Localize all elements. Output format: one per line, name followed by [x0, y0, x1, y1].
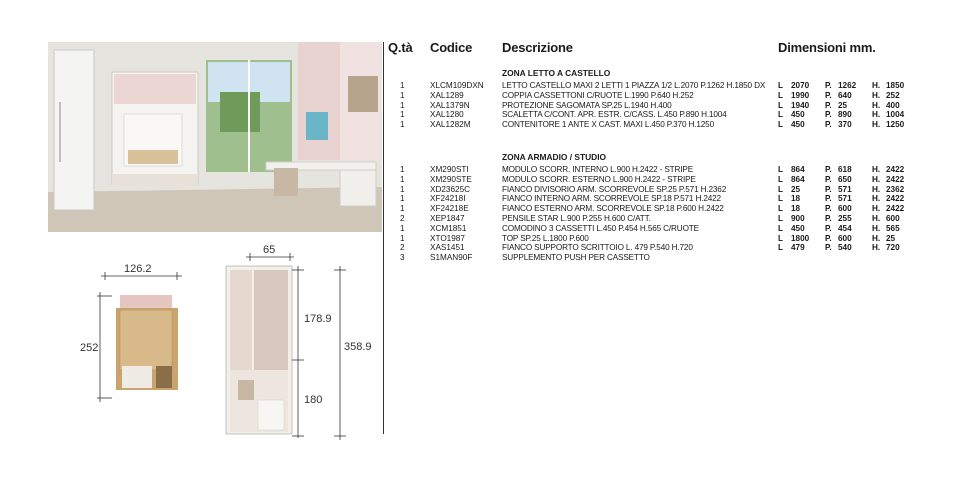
l-label: L: [778, 204, 784, 214]
h-value: 400: [886, 100, 900, 110]
dim-wardrobe-depth: 65: [263, 244, 276, 256]
wardrobe-elevation: [226, 253, 346, 440]
l-value: 900: [791, 214, 805, 223]
l-label: L: [778, 174, 784, 184]
code-cell: XLCM109DXN: [430, 81, 484, 90]
p-value: 650: [838, 174, 852, 184]
qty-cell: 1: [400, 223, 405, 233]
description-cell: FIANCO DIVISORIO ARM. SCORREVOLE SP.25 P.571 H.2362: [502, 184, 727, 194]
description-cell: TOP SP.25 L.1800 P.600: [502, 233, 589, 243]
qty-cell: 1: [400, 194, 405, 204]
h-value: 1850: [886, 81, 905, 90]
code-cell: S1MAN90F: [430, 253, 473, 263]
l-label: L: [778, 110, 784, 120]
qty-cell: 1: [400, 174, 405, 184]
p-value: 890: [838, 110, 852, 120]
table-row: [386, 91, 970, 101]
description-cell: SUPPLEMENTO PUSH PER CASSETTO: [502, 253, 650, 263]
l-label: L: [778, 243, 784, 253]
p-label: P.: [825, 174, 832, 184]
l-label: L: [778, 214, 784, 223]
h-label: H.: [872, 204, 881, 214]
dim-bed-depth: 252: [80, 342, 99, 354]
table-row: [386, 81, 970, 91]
table-row: [386, 110, 970, 120]
h-value: 2362: [886, 184, 905, 194]
h-label: H.: [872, 90, 881, 100]
h-label: H.: [872, 194, 881, 204]
code-cell: XEP1847: [430, 214, 465, 223]
plan-drawing: [60, 240, 380, 445]
l-value: 479: [791, 243, 805, 253]
h-value: 2422: [886, 165, 905, 174]
code-cell: XCM1851: [430, 223, 467, 233]
description-cell: PENSILE STAR L.900 P.255 H.600 C/ATT.: [502, 214, 651, 223]
table-row: [386, 194, 970, 204]
code-cell: XAL1280: [430, 110, 464, 120]
code-cell: XAL1289: [430, 90, 464, 100]
qty-cell: 1: [400, 90, 405, 100]
description-cell: FIANCO ESTERNO ARM. SCORREVOLE SP.18 P.600 H.2422: [502, 204, 724, 214]
p-value: 600: [838, 233, 852, 243]
p-label: P.: [825, 165, 832, 174]
dim-bed-width: 126.2: [124, 263, 152, 275]
p-value: 640: [838, 90, 852, 100]
header-dimensioni: Dimensioni mm.: [778, 40, 876, 55]
divider: [383, 42, 384, 434]
qty-cell: 1: [400, 81, 405, 90]
l-value: 450: [791, 110, 805, 120]
h-label: H.: [872, 214, 881, 223]
p-label: P.: [825, 194, 832, 204]
p-label: P.: [825, 90, 832, 100]
p-label: P.: [825, 100, 832, 110]
table-row: [386, 253, 970, 263]
l-value: 18: [791, 204, 801, 214]
description-cell: MODULO SCORR. ESTERNO L.900 H.2422 - STRIPE: [502, 174, 696, 184]
qty-cell: 1: [400, 233, 405, 243]
code-cell: XF24218I: [430, 194, 466, 204]
table-row: [386, 120, 970, 130]
p-label: P.: [825, 204, 832, 214]
qty-cell: 1: [400, 184, 405, 194]
p-value: 600: [838, 204, 852, 214]
h-value: 2422: [886, 204, 905, 214]
table-row: [386, 185, 970, 195]
p-value: 571: [838, 194, 852, 204]
table-row: [386, 204, 970, 214]
table-row: [386, 224, 970, 234]
l-value: 1990: [791, 90, 810, 100]
qty-cell: 1: [400, 120, 405, 130]
p-label: P.: [825, 184, 832, 194]
l-value: 864: [791, 165, 805, 174]
table-row: [386, 214, 970, 224]
h-label: H.: [872, 120, 881, 130]
code-cell: XAL1282M: [430, 120, 471, 130]
code-cell: XAL1379N: [430, 100, 470, 110]
p-label: P.: [825, 81, 832, 90]
p-value: 540: [838, 243, 852, 253]
l-value: 864: [791, 174, 805, 184]
code-cell: XTO1987: [430, 233, 465, 243]
p-label: P.: [825, 243, 832, 253]
l-label: L: [778, 194, 784, 204]
h-label: H.: [872, 100, 881, 110]
description-cell: LETTO CASTELLO MAXI 2 LETTI 1 PIAZZA 1/2 L.2070 P.1262 H.1850 DX: [502, 81, 766, 90]
p-value: 255: [838, 214, 852, 223]
h-value: 2422: [886, 174, 905, 184]
dim-upper-height: 178.9: [304, 313, 332, 325]
p-value: 454: [838, 223, 852, 233]
h-value: 252: [886, 90, 900, 100]
l-label: L: [778, 223, 784, 233]
h-label: H.: [872, 233, 881, 243]
description-cell: FIANCO INTERNO ARM. SCORREVOLE SP.18 P.571 H.2422: [502, 194, 721, 204]
table-row: [386, 234, 970, 244]
l-value: 450: [791, 120, 805, 130]
l-label: L: [778, 184, 784, 194]
p-label: P.: [825, 233, 832, 243]
qty-cell: 1: [400, 110, 405, 120]
h-label: H.: [872, 110, 881, 120]
h-value: 1004: [886, 110, 905, 120]
description-cell: PROTEZIONE SAGOMATA SP.25 L.1940 H.400: [502, 100, 672, 110]
l-label: L: [778, 81, 784, 90]
p-label: P.: [825, 223, 832, 233]
p-label: P.: [825, 110, 832, 120]
h-value: 25: [886, 233, 896, 243]
p-value: 370: [838, 120, 852, 130]
p-value: 618: [838, 165, 852, 174]
header-descrizione: Descrizione: [502, 40, 573, 55]
l-label: L: [778, 100, 784, 110]
h-label: H.: [872, 243, 881, 253]
h-label: H.: [872, 165, 881, 174]
qty-cell: 2: [400, 214, 405, 223]
code-cell: XF24218E: [430, 204, 469, 214]
l-label: L: [778, 165, 784, 174]
qty-cell: 3: [400, 253, 405, 263]
h-label: H.: [872, 184, 881, 194]
p-value: 25: [838, 100, 848, 110]
table-row: [386, 243, 970, 253]
table-row: [386, 165, 970, 175]
h-value: 600: [886, 214, 900, 223]
l-value: 1940: [791, 100, 810, 110]
l-value: 1800: [791, 233, 810, 243]
header-codice: Codice: [430, 40, 473, 55]
code-cell: XM290STI: [430, 165, 469, 174]
description-cell: CONTENITORE 1 ANTE X CAST. MAXI L.450 P.370 H.1250: [502, 120, 714, 130]
qty-cell: 1: [400, 100, 405, 110]
description-cell: SCALETTA C/CONT. APR. ESTR. C/CASS. L.450 P.890 H.1004: [502, 110, 727, 120]
section-title: ZONA ARMADIO / STUDIO: [502, 152, 607, 162]
table-row: [386, 101, 970, 111]
h-value: 1250: [886, 120, 905, 130]
table-row: [386, 175, 970, 185]
l-value: 25: [791, 184, 801, 194]
h-value: 720: [886, 243, 900, 253]
dim-lower-height: 180: [304, 394, 323, 406]
code-cell: XAS1451: [430, 243, 465, 253]
h-label: H.: [872, 174, 881, 184]
p-value: 1262: [838, 81, 857, 90]
qty-cell: 1: [400, 204, 405, 214]
header-qta: Q.tà: [388, 40, 413, 55]
l-value: 18: [791, 194, 801, 204]
p-label: P.: [825, 120, 832, 130]
description-cell: COMODINO 3 CASSETTI L.450 P.454 H.565 C/RUOTE: [502, 223, 699, 233]
description-cell: COPPIA CASSETTONI C/RUOTE L.1990 P.640 H.252: [502, 90, 694, 100]
bed-plan: [97, 272, 182, 402]
qty-cell: 1: [400, 165, 405, 174]
h-label: H.: [872, 81, 881, 90]
qty-cell: 2: [400, 243, 405, 253]
h-value: 565: [886, 223, 900, 233]
p-label: P.: [825, 214, 832, 223]
h-label: H.: [872, 223, 881, 233]
l-value: 2070: [791, 81, 810, 90]
l-label: L: [778, 120, 784, 130]
description-cell: MODULO SCORR. INTERNO L.900 H.2422 - STRIPE: [502, 165, 694, 174]
code-cell: XM290STE: [430, 174, 472, 184]
dim-total-height: 358.9: [344, 341, 372, 353]
section-title: ZONA LETTO A CASTELLO: [502, 68, 611, 78]
room-photo: [48, 42, 382, 232]
l-label: L: [778, 90, 784, 100]
l-value: 450: [791, 223, 805, 233]
description-cell: FIANCO SUPPORTO SCRITTOIO L. 479 P.540 H.720: [502, 243, 693, 253]
p-value: 571: [838, 184, 852, 194]
code-cell: XD23625C: [430, 184, 471, 194]
h-value: 2422: [886, 194, 905, 204]
l-label: L: [778, 233, 784, 243]
